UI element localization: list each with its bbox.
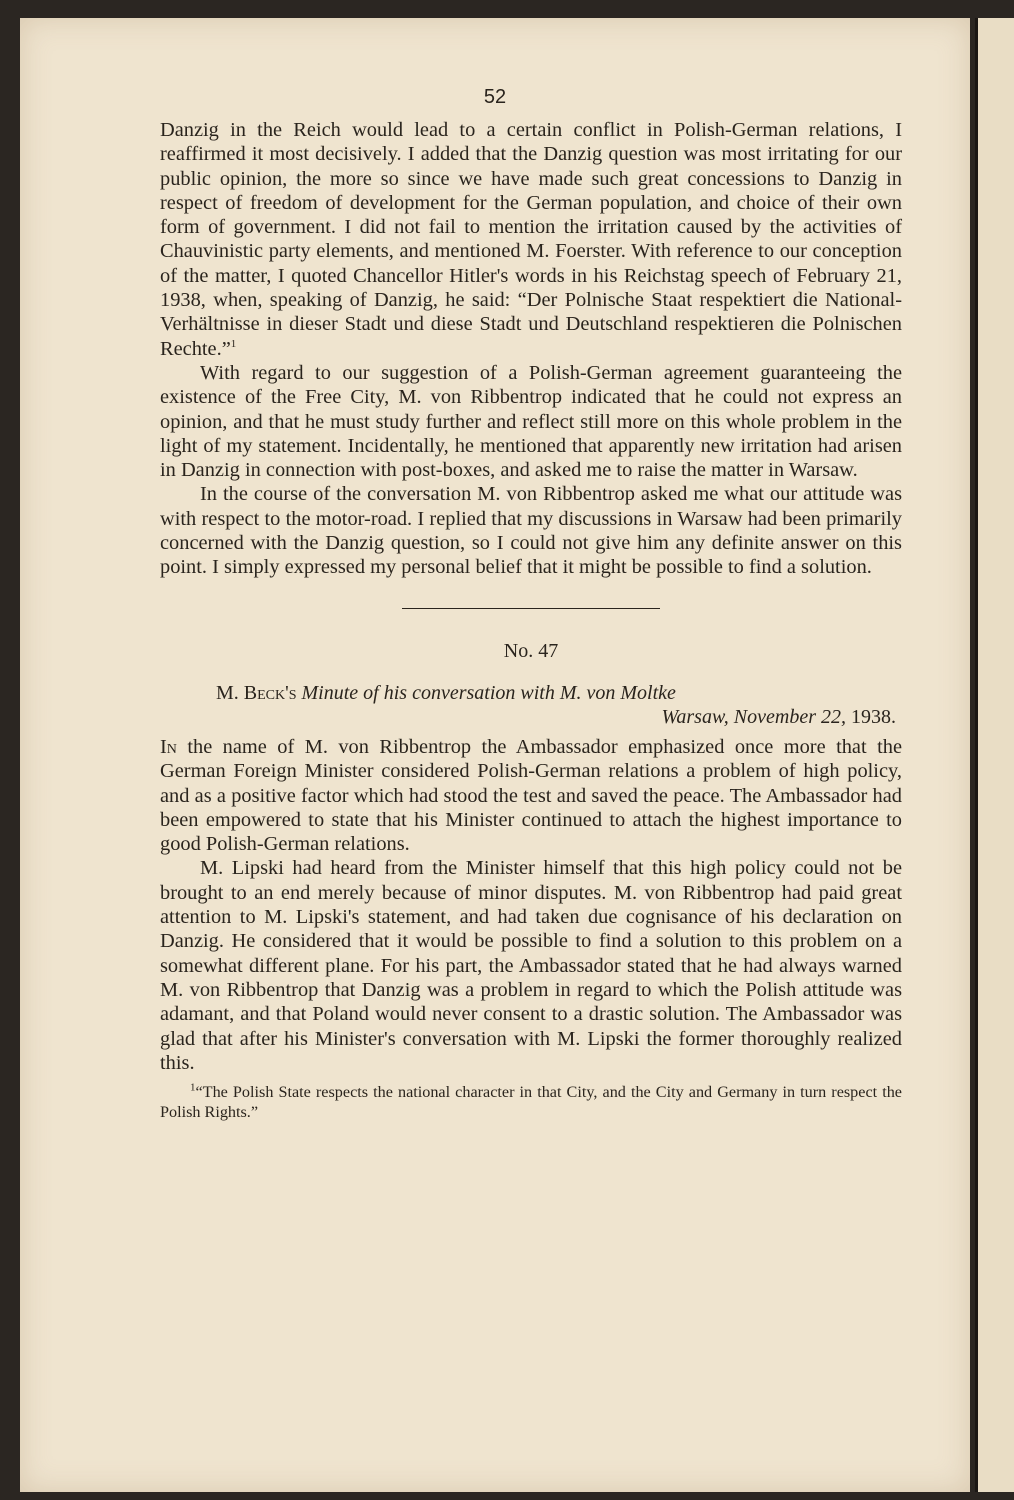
adjacent-page-edge: [975, 18, 1014, 1492]
heading-place-date: [216, 705, 902, 729]
paragraph-lead: In: [160, 735, 177, 758]
page-body: [160, 118, 902, 1122]
heading-title-line: [216, 681, 902, 705]
footnote: [160, 1083, 902, 1122]
heading-place: Warsaw, November 22,: [661, 705, 846, 728]
paragraph: M. Lipski had heard from the Minister himself that this high policy could not be brought to an end merely because of minor disputes. M. von Ribbentrop had paid great attention to M. Lipski's statement, and had taken due cognisance of his declaration on Danzig. He considered that it would be possible to find a solution to this problem on a somewhat different plane. For his part, the Ambassador stated that he had always warned M. von Ribbentrop that Danzig was a problem in regard to which the Polish attitude was adamant, and that Poland would never consent to a drastic solution. The Ambassador was glad that after his Minister's conversation with M. Lipski the former thoroughly realized this.: [160, 857, 902, 1074]
footnote-marker: 1: [190, 1081, 196, 1094]
heading-author: M. Beck's: [216, 681, 297, 704]
footnote-reference: 1: [230, 337, 237, 350]
section-divider: [402, 608, 660, 609]
paragraph: With regard to our suggestion of a Polish-German agreement guaranteeing the existence of the Free City, M. von Ribbentrop indicated that he could not express an opinion, and that he must study further and reflect still more on this whole problem in the light of my statement. Incidentally, he mentioned that apparently new irritation had arisen in Danzig in connection with post-boxes, and asked me to raise the matter in Warsaw.: [160, 361, 902, 482]
paragraph: Danzig in the Reich would lead to a certain conflict in Polish-German relations, I reaffirmed it most decisively. I added that the Danzig question was most irritating for our public opinion, the more so since we have made such great concessions to Danzig in respect of freedom of development for the German population, and choice of their own form of government. I did not fail to mention the irritation caused by the activities of Chauvinistic party elements, and mentioned M. Foerster. With reference to our conception of the matter, I quoted Chancellor Hitler's words in his Reichstag speech of February 21, 1938, when, speaking of Danzig, he said: “Der Polnische Staat respektiert die National-Verhältnisse in dieser Stadt und diese Stadt und Deutschland respektieren die Polnischen Rechte.”$^1$: [160, 119, 902, 360]
paragraph: In the course of the conversation M. von Ribbentrop asked me what our attitude was with respect to the motor-road. I replied that my discussions in Warsaw had been primarily concerned with the Danzig question, so I could not give him any definite answer on this point. I simply expressed my personal belief that it might be possible to find a solution.: [160, 483, 902, 579]
paragraph: In the name of M. von Ribbentrop the Ambassador emphasized once more that the German Foreign Minister considered Polish-German relations a problem of high policy, and as a positive factor which had stood the test and saved the peace. The Ambassador had been empowered to state that his Minister continued to attach the highest importance to good Polish-German relations.: [160, 735, 902, 856]
document-heading: [160, 681, 902, 729]
heading-year: 1938.: [851, 705, 896, 728]
book-page: [20, 18, 970, 1492]
heading-title: Minute of his conversation with M. von Moltke: [301, 681, 676, 704]
page-number: 52: [483, 86, 507, 108]
document-number: No. 47: [503, 639, 559, 662]
footnote-text: “The Polish State respects the national character in that City, and the City and Germany in turn respect the Polish Rights.”: [160, 1083, 902, 1121]
